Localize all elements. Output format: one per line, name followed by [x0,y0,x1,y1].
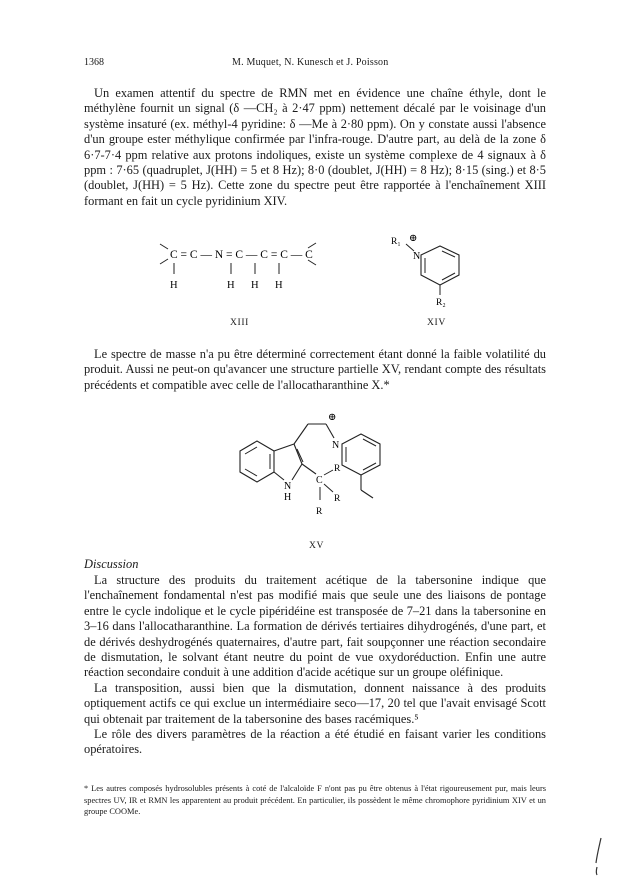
double-bond [363,463,376,470]
r1-label: R₁ [391,237,401,247]
bond-line [326,424,334,438]
discussion-body [84,573,546,758]
label-xv: XV [309,540,325,551]
bond-line [160,259,168,264]
bond-line [324,484,333,492]
hydrogen-label: H [227,280,235,291]
paragraph-text: Le spectre de masse n'a pu être déterminé correctement étant donné la faible volatilité du produit. Aussi ne peut-on qu'avancer une structure partielle XV, rendant compte des résultats précédents et compatible avec celle de l'allocatharanthine X.* [84,347,546,392]
structure-xv [224,398,414,524]
hydrogen-label: H [251,280,259,291]
bond-line [324,470,333,475]
pyridinium-n: N [413,251,421,262]
indole-h: H [284,492,292,503]
bond-line [361,490,373,498]
r-substituent: R [316,507,323,517]
bond-line [302,464,316,474]
paragraph-text: Un examen attentif du spectre de RMN met en évidence une chaîne éthyle, dont le méthylène fournit un signal (δ —CH₂ à 2·47 ppm) nettement décalé par le voisinage d'un système insaturé (ex. méthyl-4 pyridine: δ —Me à 2·80 ppm). On y constate aussi l'absence d'un groupe ester méthylique confirmée par l'infra-rouge. D'autre part, au delà de la zone δ 6·7-7·4 ppm relative aux protons indoliques, existe un système complexe de 4 signaux à δ ppm : 7·65 (quadruplet, J(HH) = 5 et 8 Hz); 8·0 (doublet, J(HH) = 8 Hz); 8·15 (sing.) et 8·5 (doublet, J(HH) = 5 Hz). Cette zone du spectre peut être rapportée à l'enchaînement XIII formant en fait un cycle pyridinium XIV. [84,86,546,208]
r-substituent: R [334,494,341,504]
page-number: 1368 [84,57,104,68]
r2-label: R₂ [436,298,446,308]
label-xiii: XIII [230,317,249,328]
bond-line [294,444,302,464]
double-bond [245,469,257,476]
footnote-mark: * [84,784,89,793]
pyridinium-ring [342,434,380,475]
discussion-paragraph: La transposition, aussi bien que la dismutation, donnent naissance à des produits optiquement actifs ce qui exclue un intermédiaire seco—17, 20 tel que l'avait envisagé Scott qui obtenait par traitement de la tabersonine des bases racémiques.⁵ [84,680,546,726]
double-bond [363,439,376,446]
bond-line [308,243,316,248]
plus-charge: ⊕ [409,233,418,244]
bond-line [294,424,308,444]
structure-xiv [385,227,485,313]
section-title-discussion: Discussion [84,557,139,571]
hydrogen-label: H [170,280,178,291]
paragraph-nmr-analysis [84,86,546,209]
bond-line [406,244,414,251]
structure-xiii [150,238,335,300]
enamine-chain: C = C — N = C — C = C — C [170,249,313,261]
r-substituent: R [334,464,341,474]
pyridinium-ring [421,246,459,285]
pyridinium-n: N [332,440,340,451]
discussion-paragraph: Le rôle des divers paramètres de la réaction a été étudié en faisant varier les conditions opératoires. [84,727,546,757]
footnote-text: Les autres composés hydrosolubles présents à coté de l'alcaloïde F n'ont pas pu être obtenus à l'état rigoureusement pur, mais leurs spectres UV, IR et RMN les apparentent au produit précédent. En particulier, ils possèdent le même chromophore pyridinium XIV et un groupe COOMe. [84,784,546,817]
plus-charge: ⊕ [328,412,337,423]
c-center: C [316,475,323,486]
bond-line [274,472,284,480]
double-bond [442,273,455,280]
double-bond [245,447,257,454]
indole-n: N [284,481,292,492]
paragraph-mass-spectrum [84,347,546,393]
hydrogen-label: H [275,280,283,291]
bond-line [292,464,302,480]
running-header-authors: M. Muquet, N. Kunesch et J. Poisson [232,57,389,68]
bond-line [274,444,294,451]
footnote [84,783,546,818]
pen-mark [588,835,608,880]
discussion-paragraph: La structure des produits du traitement acétique de la tabersonine indique que l'enchaînement fondamental n'est pas modifié mais que seule une des liaisons de pontage entre le cycle indolique et le cycle pipéridéine est transposée de 7–21 dans la tabersonine en 3–16 dans l'allocatharanthine. La formation de dérivés tertiaires dihydrogénés, d'une part, et de dérivés deshydrogénés quaternaires, d'autre part, fait soupçonner une réaction secondaire de dismutation, le solvant étant neutre du point de vue oxydoréduction. Enfin une autre réaction secondaire conduit à une addition d'acide acétique sur un groupe oléfinique. [84,573,546,680]
label-xiv: XIV [427,317,446,328]
bond-line [160,244,168,249]
